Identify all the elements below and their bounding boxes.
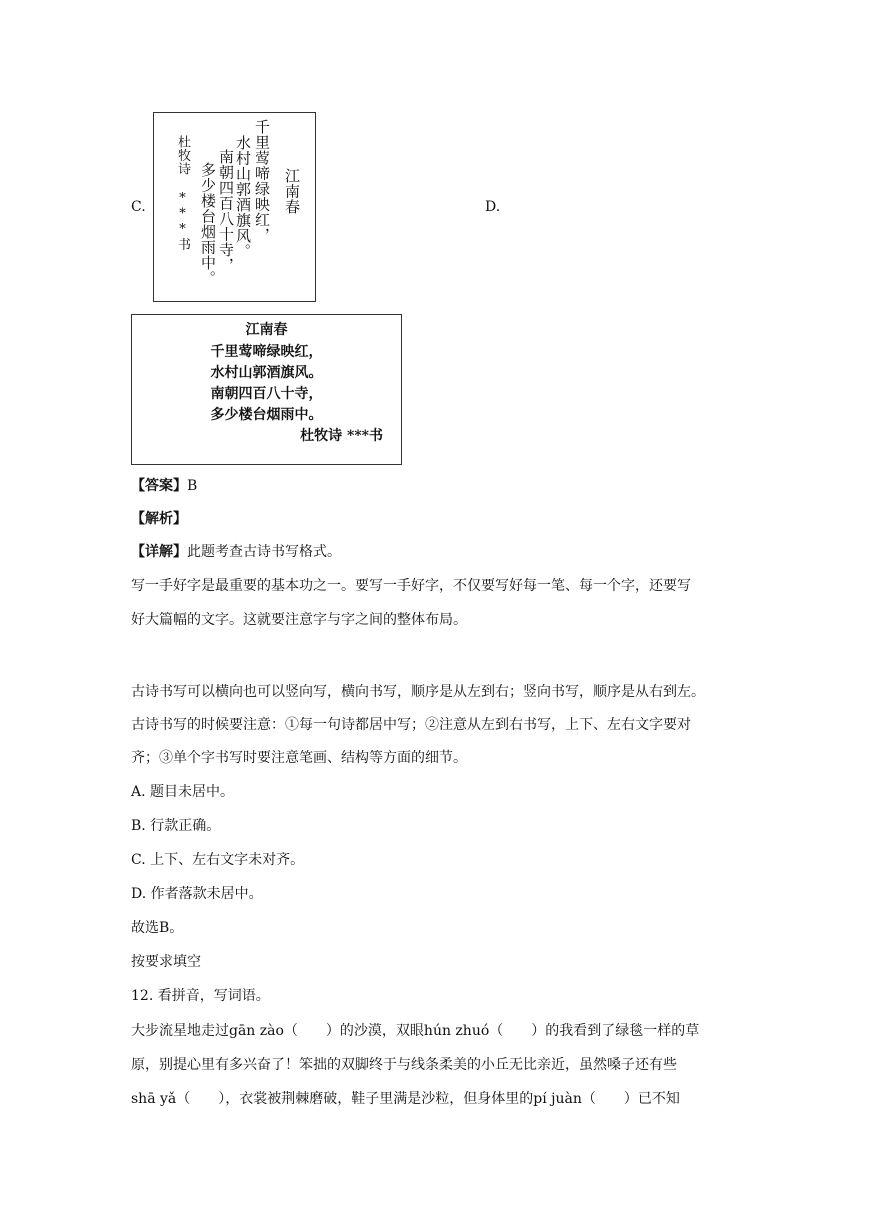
paragraph-line: 古诗书写的时候要注意：①每一句诗都居中写；②注意从左到右书写，上下、左右文字要对 xyxy=(131,717,691,733)
poem-line: 南朝四百八十寺， xyxy=(210,386,323,402)
option-c-label: C. xyxy=(131,199,146,215)
poem-line: 千里莺啼绿映红， xyxy=(253,119,271,243)
detail-text: 此题考查古诗书写格式。 xyxy=(187,544,341,560)
poem-signature: 杜牧诗 ***书 xyxy=(300,428,383,444)
section-title: 按要求填空 xyxy=(131,954,201,970)
paragraph-line: 好大篇幅的文字。这就要注意字与字之间的整体布局。 xyxy=(131,612,467,628)
question-12-title: 12. 看拼音，写词语。 xyxy=(131,988,270,1004)
poem-line: 水村山郭酒旗风。 xyxy=(234,135,252,259)
detail-line xyxy=(131,536,741,569)
poem-line: 千里莺啼绿映红， xyxy=(210,344,323,360)
explanation-a: A. 题目未居中。 xyxy=(131,784,235,800)
poem-title: 江南春 xyxy=(245,322,288,338)
question-12-line: 原，别提心里有多兴奋了！笨拙的双脚终于与线条柔美的小丘无比亲近，虽然嗓子还有些 xyxy=(131,1057,677,1073)
explanation-b: B. 行款正确。 xyxy=(131,818,221,834)
poem-line: 南朝四百八十寺， xyxy=(217,149,235,273)
conclusion: 故选B。 xyxy=(131,920,184,936)
answer-value: B xyxy=(187,478,198,494)
analysis-line xyxy=(131,503,741,536)
analysis-label: 【解析】 xyxy=(131,511,187,527)
poem-title: 江南春 xyxy=(283,168,301,215)
question-12-line: 大步流星地走过gān zào（ ）的沙漠，双眼hún zhuó（ ）的我看到了绿毯一样的草 xyxy=(131,1023,700,1039)
vertical-poem-box xyxy=(153,112,316,302)
answer-line xyxy=(131,470,741,503)
paragraph-line: 写一手好字是最重要的基本功之一。要写一手好字，不仅要写好每一笔、每一个字，还要写 xyxy=(131,578,691,594)
paragraph-line: 古诗书写可以横向也可以竖向写，横向书写，顺序是从左到右；竖向书写，顺序是从右到左。 xyxy=(131,684,705,700)
horizontal-poem-box xyxy=(131,314,402,465)
poem-line: 多少楼台烟雨中。 xyxy=(210,407,323,423)
answer-label: 【答案】 xyxy=(131,478,187,494)
poem-line: 多少楼台烟雨中。 xyxy=(199,162,217,286)
paragraph-line: 齐；③单个字书写时要注意笔画、结构等方面的细节。 xyxy=(131,750,467,766)
explanation-d: D. 作者落款未居中。 xyxy=(131,886,263,902)
poem-line: 水村山郭酒旗风。 xyxy=(210,365,323,381)
explanation-c: C. 上下、左右文字未对齐。 xyxy=(131,852,305,868)
poem-signature: 杜牧诗 ***书 xyxy=(175,135,190,251)
question-12-line: shā yǎ（ ），衣裳被荆棘磨破，鞋子里满是沙粒，但身体里的pí juàn（ ）已不知 xyxy=(131,1091,680,1107)
detail-label: 【详解】 xyxy=(131,544,187,560)
option-d-label: D. xyxy=(485,199,501,215)
